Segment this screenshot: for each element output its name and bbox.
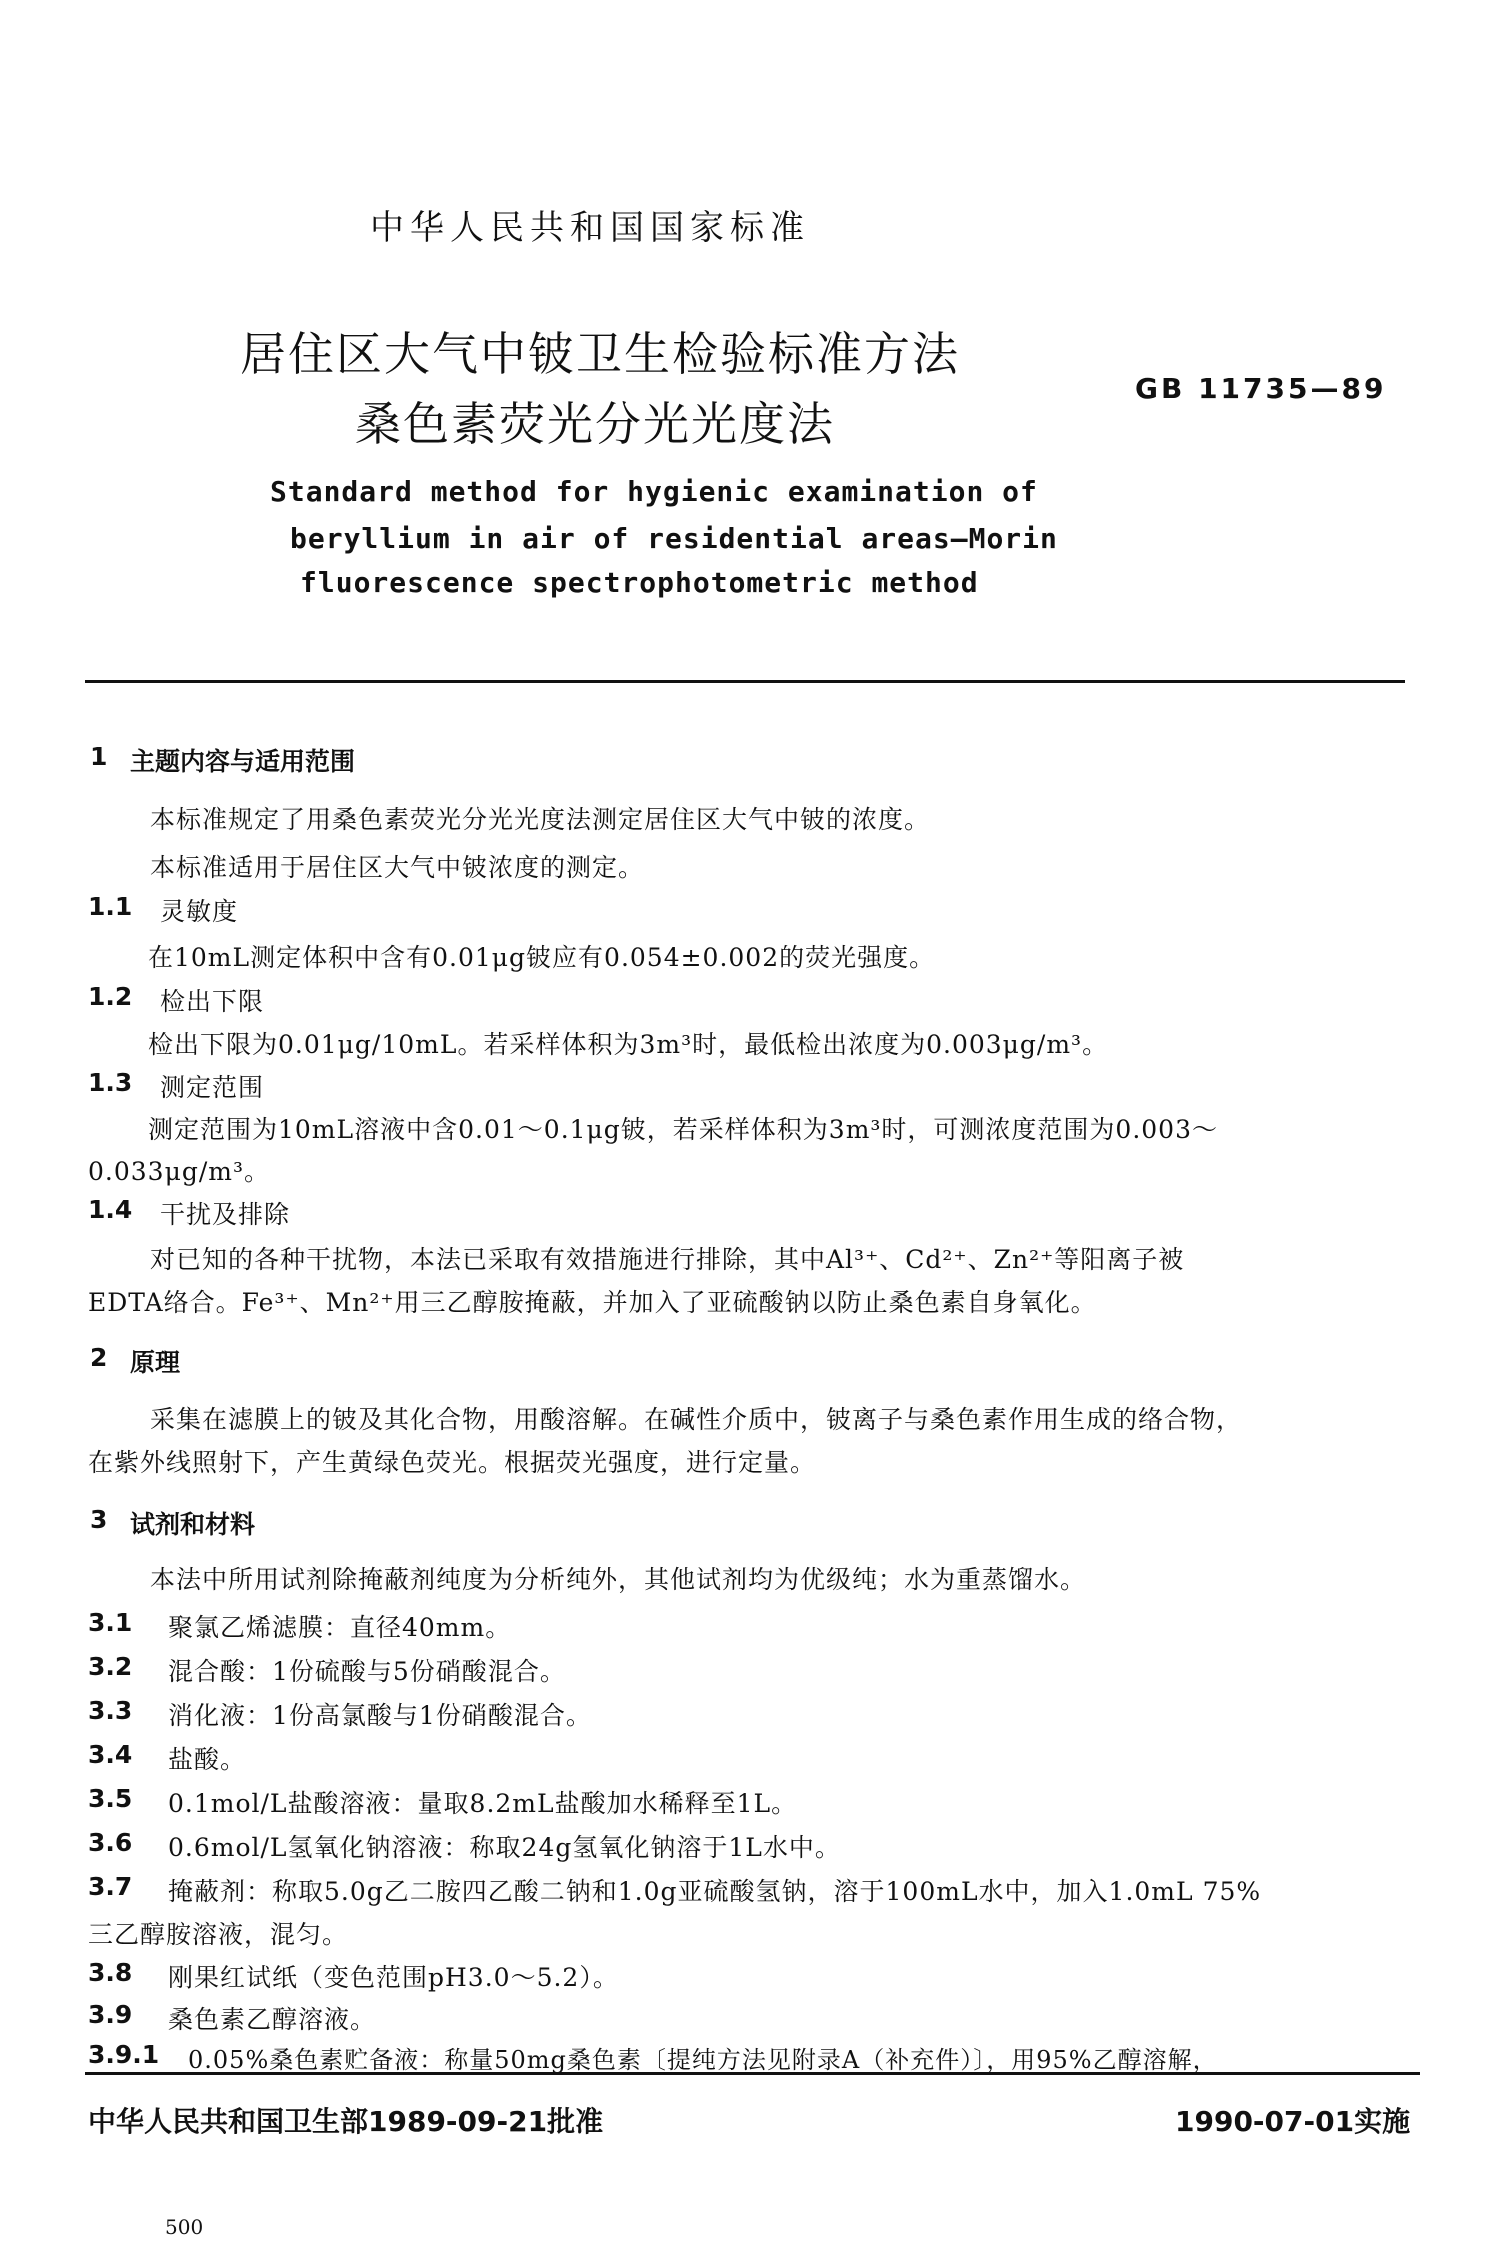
section-1-1-paragraph: 在10mL测定体积中含有0.01μg铍应有0.054±0.002的荧光强度。 <box>148 943 936 972</box>
item-number: 3.3 <box>88 1696 133 1725</box>
section-1-paragraph-2: 本标准适用于居住区大气中铍浓度的测定。 <box>150 853 645 882</box>
item-number: 3.8 <box>88 1958 133 1987</box>
section-1-number: 1 <box>90 742 108 771</box>
section-1-1-number: 1.1 <box>88 892 133 921</box>
title-chinese-line-2: 桑色素荧光分光光度法 <box>355 397 835 451</box>
item-number: 3.5 <box>88 1784 133 1813</box>
section-1-3-paragraph-2: 0.033μg/m³。 <box>88 1157 270 1186</box>
header-divider <box>85 680 1405 683</box>
implementation-date: 1990-07-01实施 <box>1175 2105 1411 2138</box>
item-text: 掩蔽剂：称取5.0g乙二胺四乙酸二钠和1.0g亚硫酸氢钠，溶于100mL水中，加入1.0mL 75% <box>168 1877 1262 1906</box>
section-2-paragraph-1: 采集在滤膜上的铍及其化合物，用酸溶解。在碱性介质中，铍离子与桑色素作用生成的络合物， <box>150 1405 1243 1434</box>
item-text: 0.6mol/L氢氧化钠溶液：称取24g氢氧化钠溶于1L水中。 <box>168 1833 841 1862</box>
item-text: 0.05%桑色素贮备液：称量50mg桑色素〔提纯方法见附录A（补充件）〕，用95%乙醇溶解， <box>188 2046 1218 2074</box>
footer-divider <box>85 2072 1420 2075</box>
national-standard-label: 中华人民共和国国家标准 <box>370 208 810 248</box>
section-1-4-title: 干扰及排除 <box>160 1200 291 1229</box>
section-2-number: 2 <box>90 1343 108 1372</box>
section-1-paragraph-1: 本标准规定了用桑色素荧光分光光度法测定居住区大气中铍的浓度。 <box>150 805 931 834</box>
item-number: 3.6 <box>88 1828 133 1857</box>
section-1-3-number: 1.3 <box>88 1068 133 1097</box>
section-1-4-number: 1.4 <box>88 1195 133 1224</box>
item-text: 盐酸。 <box>168 1745 247 1774</box>
title-english-line-2: beryllium in air of residential areas—Morin <box>290 522 1058 555</box>
section-1-4-paragraph-2: EDTA络合。Fe³⁺、Mn²⁺用三乙醇胺掩蔽，并加入了亚硫酸钠以防止桑色素自身氧化。 <box>88 1288 1097 1317</box>
section-1-1-title: 灵敏度 <box>160 897 239 926</box>
item-text: 刚果红试纸（变色范围pH3.0～5.2）。 <box>168 1963 619 1992</box>
section-3-title: 试剂和材料 <box>130 1510 256 1539</box>
item-text: 桑色素乙醇溶液。 <box>168 2005 377 2034</box>
item-text: 消化液：1份高氯酸与1份硝酸混合。 <box>168 1701 592 1730</box>
item-text-continuation: 三乙醇胺溶液，混匀。 <box>88 1920 349 1949</box>
section-1-4-paragraph-1: 对已知的各种干扰物，本法已采取有效措施进行排除，其中Al³⁺、Cd²⁺、Zn²⁺等阳离子被 <box>150 1245 1185 1274</box>
item-number: 3.4 <box>88 1740 133 1769</box>
approval-statement: 中华人民共和国卫生部1989-09-21批准 <box>88 2105 604 2138</box>
title-english-line-3: fluorescence spectrophotometric method <box>300 566 979 599</box>
item-text: 混合酸：1份硫酸与5份硝酸混合。 <box>168 1657 566 1686</box>
item-number: 3.9.1 <box>88 2040 160 2069</box>
item-number: 3.1 <box>88 1608 133 1637</box>
section-1-3-paragraph-1: 测定范围为10mL溶液中含0.01～0.1μg铍，若采样体积为3m³时，可测浓度范围为0.003～ <box>148 1115 1218 1144</box>
item-number: 3.9 <box>88 2000 133 2029</box>
section-3-paragraph: 本法中所用试剂除掩蔽剂纯度为分析纯外，其他试剂均为优级纯；水为重蒸馏水。 <box>150 1565 1087 1594</box>
title-chinese-line-1: 居住区大气中铍卫生检验标准方法 <box>240 327 960 381</box>
item-number: 3.7 <box>88 1872 133 1901</box>
standard-code: GB 11735—89 <box>1135 372 1387 405</box>
section-1-2-paragraph: 检出下限为0.01μg/10mL。若采样体积为3m³时，最低检出浓度为0.003μg/m³。 <box>148 1030 1109 1059</box>
section-1-2-title: 检出下限 <box>160 987 265 1016</box>
item-text: 聚氯乙烯滤膜：直径40mm。 <box>168 1613 512 1642</box>
section-2-title: 原理 <box>130 1348 181 1377</box>
section-2-paragraph-2: 在紫外线照射下，产生黄绿色荧光。根据荧光强度，进行定量。 <box>88 1448 817 1477</box>
item-number: 3.2 <box>88 1652 133 1681</box>
section-1-2-number: 1.2 <box>88 982 133 1011</box>
title-english-line-1: Standard method for hygienic examination of <box>270 475 1038 508</box>
section-1-title: 主题内容与适用范围 <box>130 747 356 776</box>
page-number: 500 <box>165 2215 204 2239</box>
section-1-3-title: 测定范围 <box>160 1073 265 1102</box>
item-text: 0.1mol/L盐酸溶液：量取8.2mL盐酸加水稀释至1L。 <box>168 1789 798 1818</box>
section-3-number: 3 <box>90 1505 108 1534</box>
